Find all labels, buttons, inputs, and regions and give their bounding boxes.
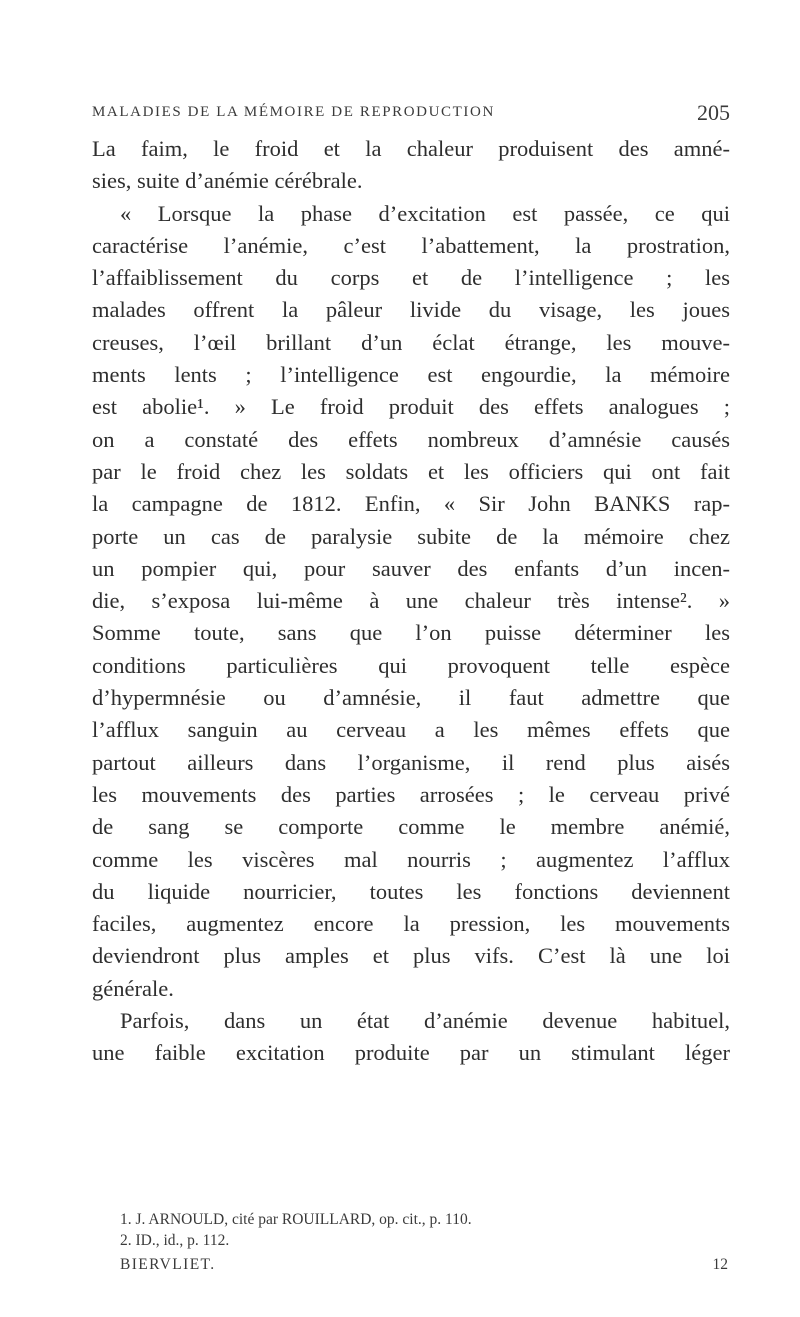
text-line: ments lents ; l’intelligence est engourdie, la mémoire — [92, 362, 730, 388]
text-line: deviendront plus amples et plus vifs. C’est là une loi — [92, 943, 730, 969]
text-line: caractérise l’anémie, c’est l’abattement, la prostration, — [92, 232, 730, 258]
text-line: malades offrent la pâleur livide du visage, les joues — [92, 297, 730, 323]
text-line: une faible excitation produite par un stimulant léger — [92, 1040, 730, 1066]
footnotes — [120, 1209, 730, 1251]
text-line: l’affaiblissement du corps et de l’intelligence ; les — [92, 265, 730, 291]
text-line: on a constaté des effets nombreux d’amnésie causés — [92, 426, 730, 452]
text-line: conditions particulières qui provoquent telle espèce — [92, 652, 730, 678]
text-line: est abolie¹. » Le froid produit des effets analogues ; — [92, 394, 730, 420]
text-line: un pompier qui, pour sauver des enfants d’un incen- — [92, 555, 730, 581]
text-line: l’afflux sanguin au cerveau a les mêmes effets que — [92, 717, 730, 743]
text-line: partout ailleurs dans l’organisme, il rend plus aisés — [92, 749, 730, 775]
page-number: 205 — [697, 100, 730, 125]
sheet-number: 12 — [712, 1256, 728, 1273]
text-line: « Lorsque la phase d’excitation est passée, ce qui — [120, 200, 730, 226]
text-line: creuses, l’œil brillant d’un éclat étrange, les mouve- — [92, 329, 730, 355]
page-header — [92, 100, 730, 130]
body-text — [92, 133, 730, 1070]
printer-signature: BIERVLIET. — [120, 1256, 216, 1273]
text-line: générale. — [92, 975, 174, 1001]
text-line: de sang se comporte comme le membre anémié, — [92, 814, 730, 840]
text-line: par le froid chez les soldats et les officiers qui ont fait — [92, 458, 730, 484]
text-line: porte un cas de paralysie subite de la mémoire chez — [92, 523, 730, 549]
footnote-2: 2. ID., id., p. 112. — [120, 1232, 230, 1249]
text-line: La faim, le froid et la chaleur produisent des amné- — [92, 136, 730, 161]
text-line: die, s’exposa lui-même à une chaleur très intense². » — [92, 588, 730, 614]
text-line: Somme toute, sans que l’on puisse déterminer les — [92, 620, 730, 646]
text-line: les mouvements des parties arrosées ; le cerveau privé — [92, 781, 730, 807]
text-line: du liquide nourricier, toutes les fonctions deviennent — [92, 878, 730, 904]
text-line: Parfois, dans un état d’anémie devenue habituel, — [120, 1008, 730, 1034]
running-title: MALADIES DE LA MÉMOIRE DE REPRODUCTION — [92, 104, 495, 120]
text-line: sies, suite d’anémie cérébrale. — [92, 168, 363, 194]
footnote-1: 1. J. ARNOULD, cité par ROUILLARD, op. cit., p. 110. — [120, 1211, 472, 1228]
signature-row — [120, 1256, 728, 1278]
text-line: faciles, augmentez encore la pression, les mouvements — [92, 911, 730, 937]
text-line: comme les viscères mal nourris ; augmentez l’afflux — [92, 846, 730, 872]
text-line: la campagne de 1812. Enfin, « Sir John BANKS rap- — [92, 491, 730, 517]
text-line: d’hypermnésie ou d’amnésie, il faut admettre que — [92, 685, 730, 711]
